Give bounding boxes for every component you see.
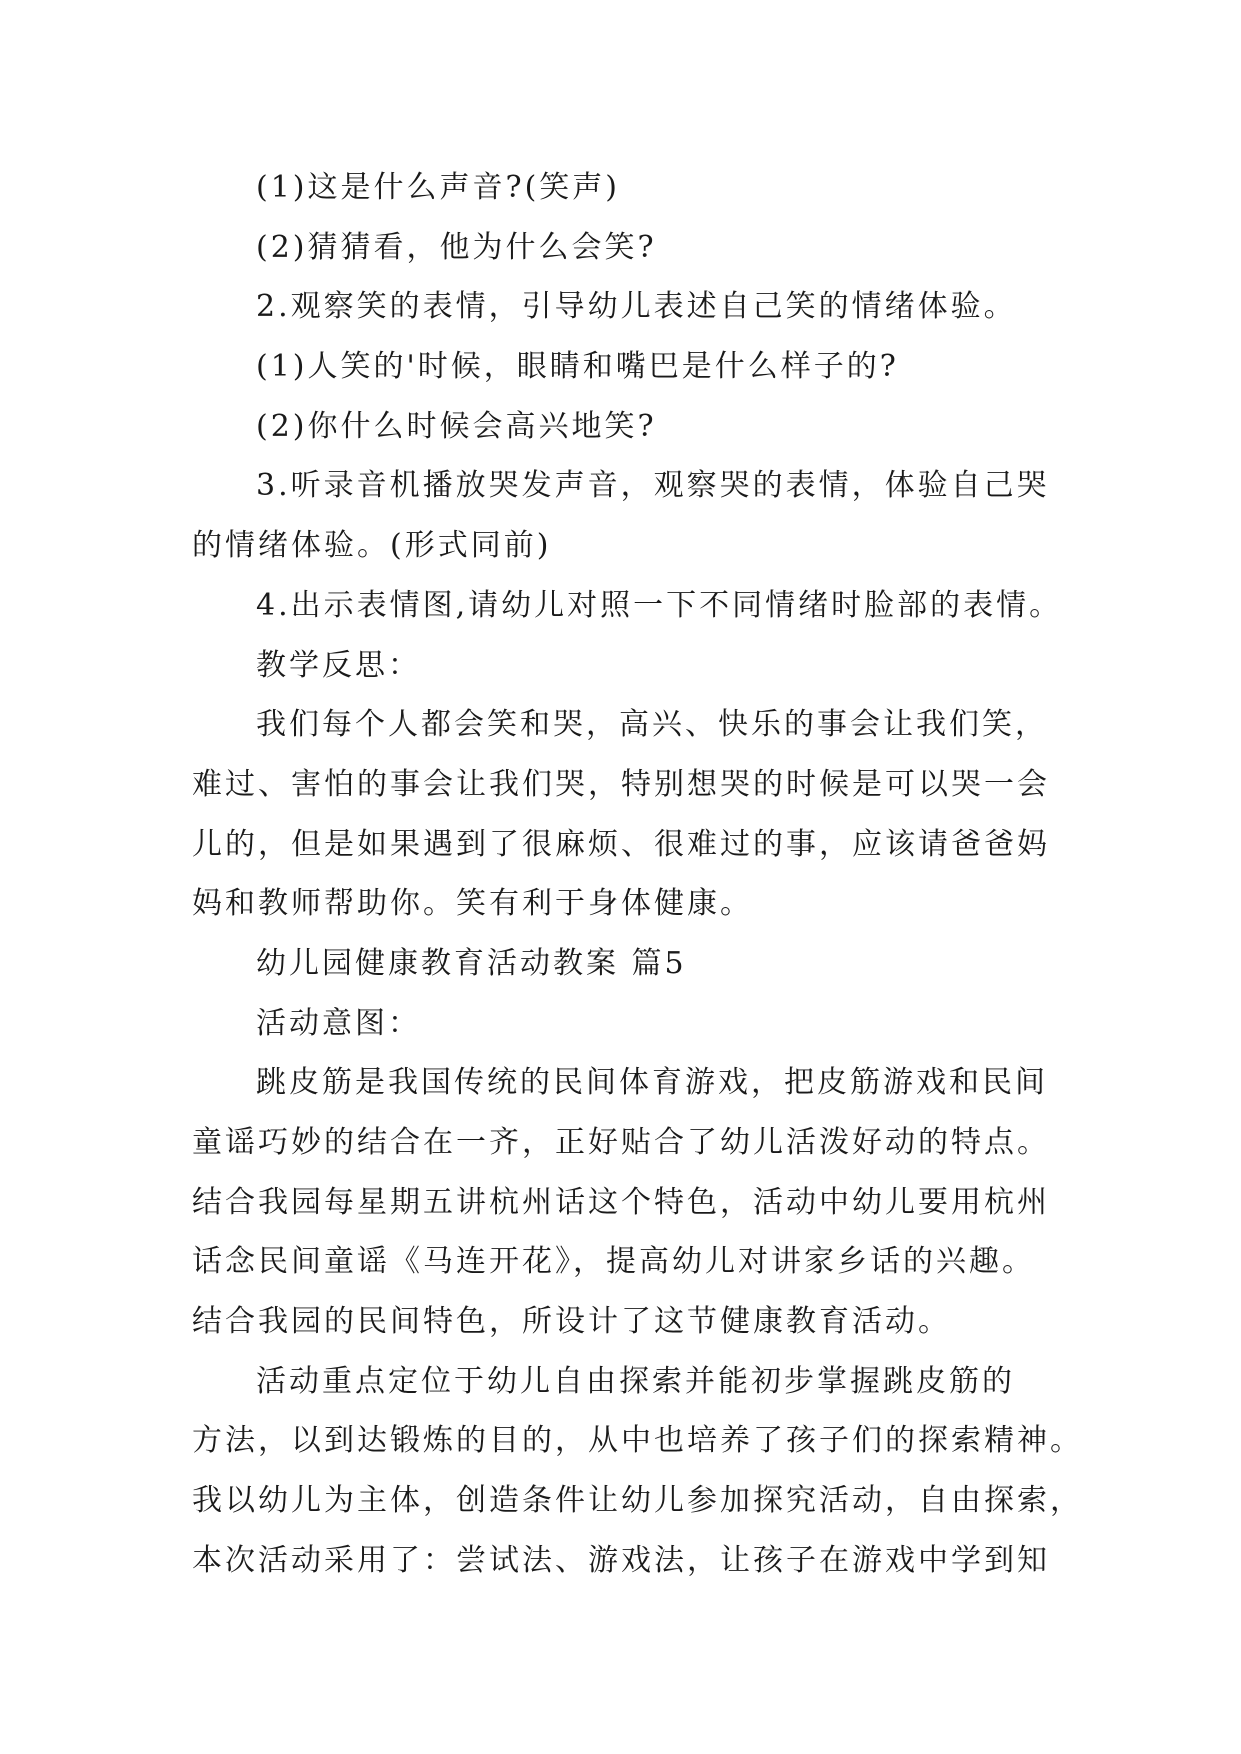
section-heading: 活动意图： (256, 1005, 421, 1041)
text-line: 结合我园每星期五讲杭州话这个特色，活动中幼儿要用杭州 (192, 1184, 1050, 1220)
text-line: 方法，以到达锻炼的目的，从中也培养了孩子们的探索精神。 (192, 1423, 1083, 1459)
section-title: 幼儿园健康教育活动教案 篇5 (256, 945, 687, 981)
text-line: 妈和教师帮助你。笑有利于身体健康。 (192, 886, 753, 922)
text-line: 3.听录音机播放哭发声音，观察哭的表情，体验自己哭 (256, 468, 1050, 504)
text-line: 儿的，但是如果遇到了很麻烦、很难过的事，应该请爸爸妈 (192, 826, 1050, 862)
document-body (192, 158, 1083, 1591)
section-heading: 教学反思： (256, 647, 421, 683)
text-line: (2)你什么时候会高兴地笑? (256, 408, 657, 444)
text-line: 童谣巧妙的结合在一齐，正好贴合了幼儿活泼好动的特点。 (192, 1125, 1050, 1160)
text-line: (1)人笑的'时候，眼睛和嘴巴是什么样子的? (256, 349, 899, 385)
text-line: 我们每个人都会笑和哭，高兴、快乐的事会让我们笑， (256, 707, 1048, 743)
text-line: 本次活动采用了：尝试法、游戏法，让孩子在游戏中学到知 (192, 1542, 1050, 1578)
text-line: 跳皮筋是我国传统的民间体育游戏，把皮筋游戏和民间 (256, 1065, 1048, 1101)
text-line: 4.出示表情图,请幼儿对照一下不同情绪时脸部的表情。 (256, 587, 1063, 623)
text-line: 难过、害怕的事会让我们哭，特别想哭的时候是可以哭一会 (192, 766, 1050, 802)
text-line: (1)这是什么声音?(笑声) (256, 170, 620, 205)
text-line: 结合我园的民间特色，所设计了这节健康教育活动。 (192, 1304, 951, 1340)
text-line: (2)猜猜看，他为什么会笑? (256, 229, 657, 265)
text-line: 我以幼儿为主体，创造条件让幼儿参加探究活动，自由探索， (192, 1483, 1083, 1519)
text-line: 2.观察笑的表情，引导幼儿表述自己笑的情绪体验。 (256, 289, 1017, 325)
text-line: 话念民间童谣《马连开花》，提高幼儿对讲家乡话的兴趣。 (192, 1244, 1035, 1280)
text-line: 活动重点定位于幼儿自由探索并能初步掌握跳皮筋的 (256, 1363, 1015, 1399)
text-line: 的情绪体验。(形式同前) (192, 528, 552, 564)
